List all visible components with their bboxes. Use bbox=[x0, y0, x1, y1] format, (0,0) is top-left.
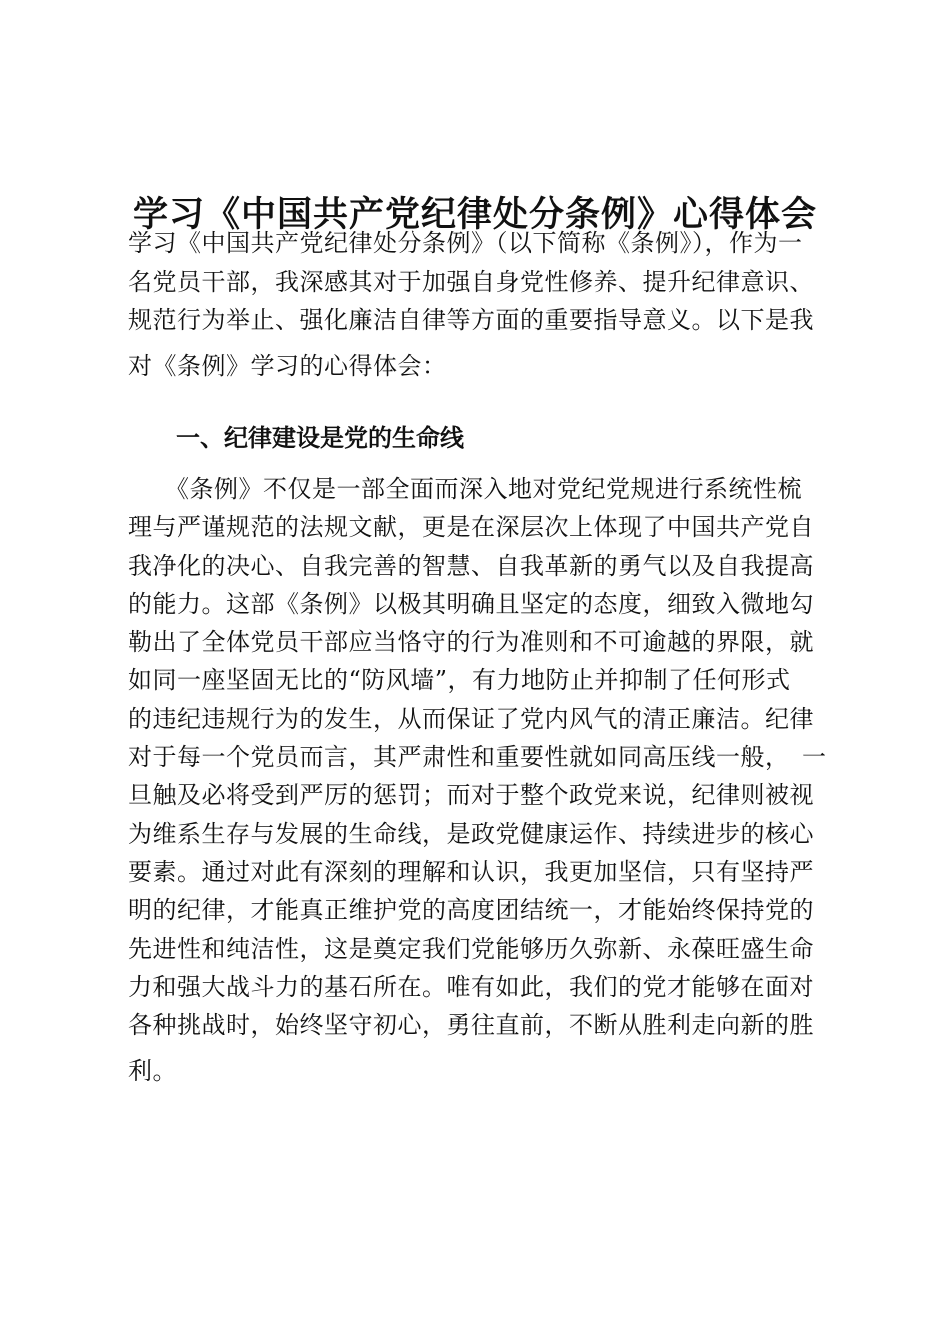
body-line: 理与严谨规范的法规文献，更是在深层次上体现了中国共产党自 bbox=[128, 513, 814, 542]
body-line: 明的纪律，才能真正维护党的高度团结统一，才能始终保持党的 bbox=[128, 896, 814, 925]
document-title: 学习《中国共产党纪律处分条例》心得体会 bbox=[132, 195, 817, 235]
intro-line: 规范行为举止、强化廉洁自律等方面的重要指导意义。以下是我 bbox=[128, 306, 814, 334]
body-line: 为维系生存与发展的生命线，是政党健康运作、持续进步的核心 bbox=[128, 819, 814, 848]
body-line: 《条例》不仅是一部全面而深入地对党纪党规进行系统性梳 bbox=[128, 475, 802, 503]
body-line: 旦触及必将受到严厉的惩罚；而对于整个政党来说，纪律则被视 bbox=[128, 781, 814, 810]
body-line: 的能力。这部《条例》以极其明确且坚定的态度，细致入微地勾 bbox=[128, 589, 814, 618]
body-line: 先进性和纯洁性，这是奠定我们党能够历久弥新、永葆旺盛生命 bbox=[128, 934, 814, 963]
intro-paragraph bbox=[128, 224, 838, 385]
body-line: 利。 bbox=[128, 1057, 177, 1086]
body-line: 力和强大战斗力的基石所在。唯有如此，我们的党才能够在面对 bbox=[128, 972, 814, 1001]
intro-line: 名党员干部，我深感其对于加强自身党性修养、提升纪律意识、 bbox=[128, 267, 814, 296]
section-heading: 一、纪律建设是党的生命线 bbox=[176, 424, 464, 452]
body-line: 要素。通过对此有深刻的理解和认识，我更加坚信，只有坚持严 bbox=[128, 857, 814, 886]
body-line: 的违纪违规行为的发生，从而保证了党内风气的清正廉洁。纪律 bbox=[128, 704, 814, 733]
intro-line: 学习《中国共产党纪律处分条例》（以下简称《条例》），作为一 bbox=[128, 229, 803, 257]
body-line: 勒出了全体党员干部应当恪守的行为准则和不可逾越的界限，就 bbox=[128, 628, 814, 657]
body-line: 对于每一个党员而言，其严肃性和重要性就如同高压线一般， 一 bbox=[128, 743, 827, 772]
body-paragraph bbox=[128, 470, 838, 1091]
body-line: 各种挑战时，始终坚守初心，勇往直前，不断从胜利走向新的胜 bbox=[128, 1011, 814, 1040]
body-line: 如同一座坚固无比的“防风墙”，有力地防止并抑制了任何形式 bbox=[128, 666, 791, 695]
intro-line: 对《条例》学习的心得体会： bbox=[128, 351, 447, 380]
body-line: 我净化的决心、自我完善的智慧、自我革新的勇气以及自我提高 bbox=[128, 551, 814, 580]
